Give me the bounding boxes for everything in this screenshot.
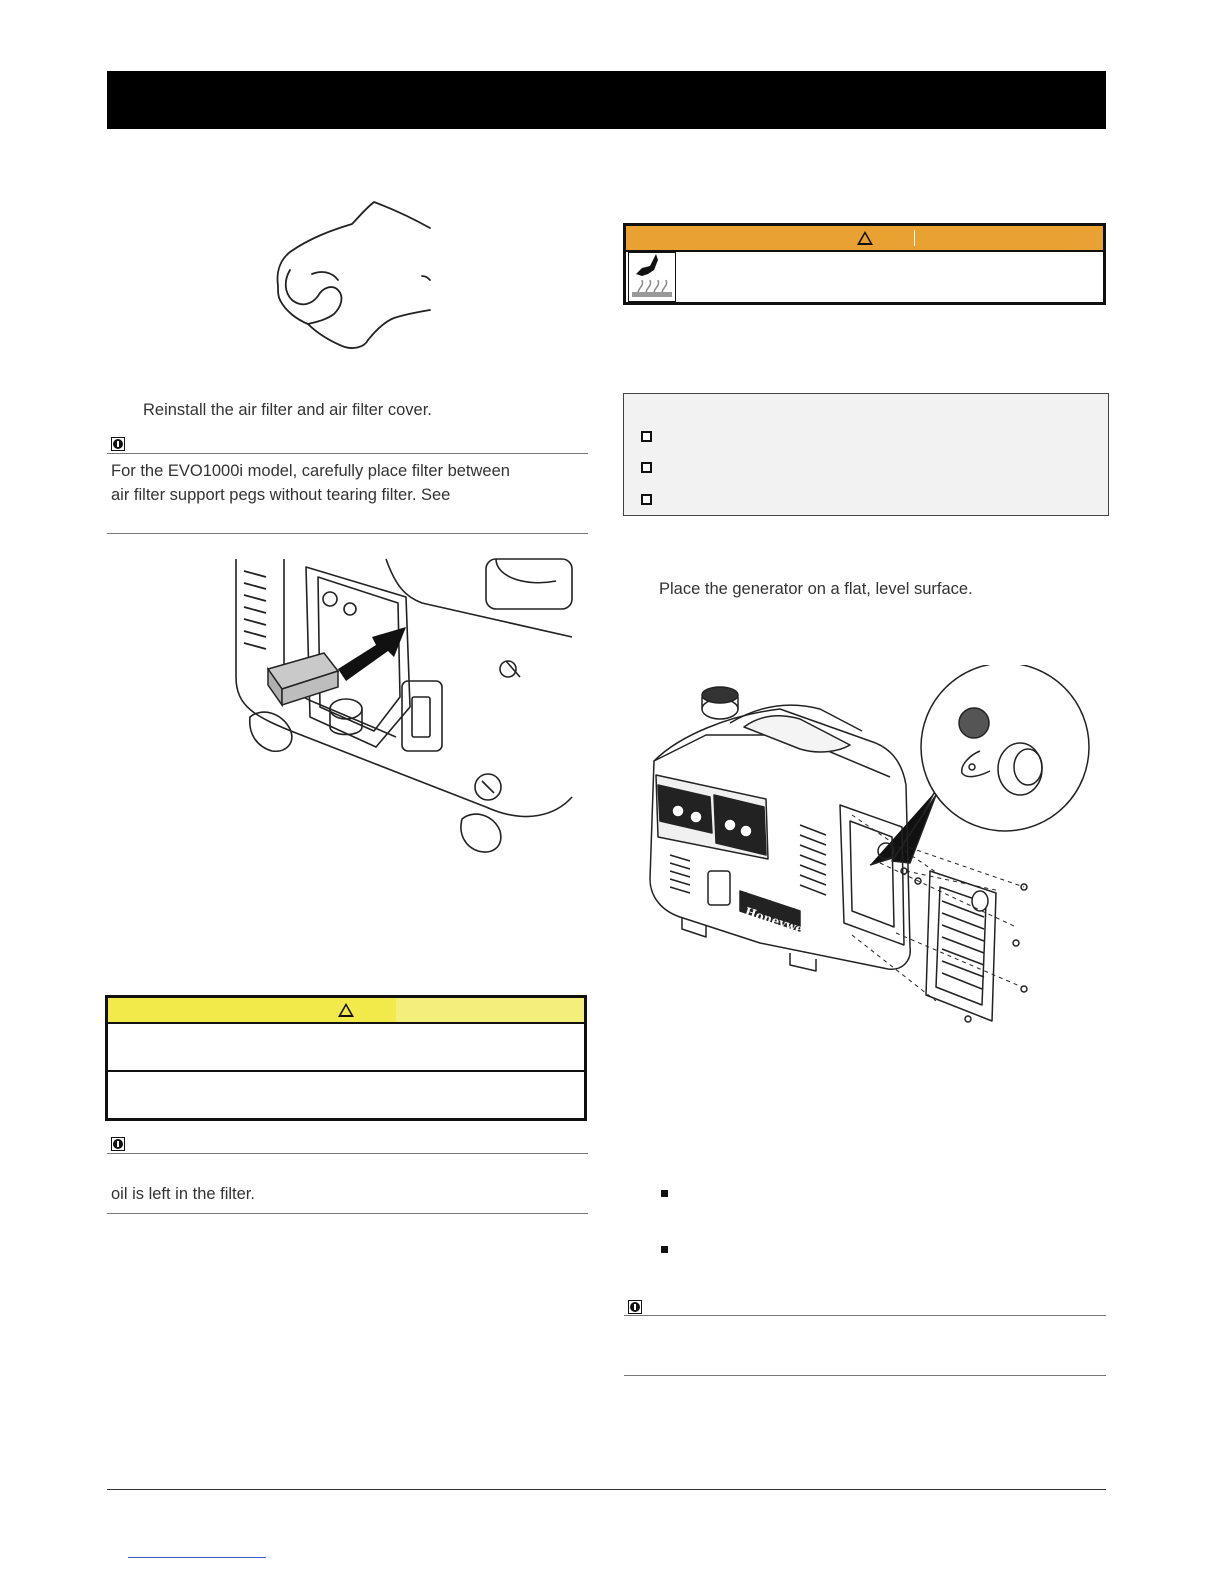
footer-link-underline[interactable] (128, 1557, 266, 1558)
note3-bottom-rule (624, 1375, 1106, 1376)
hot-surface-hand-icon (628, 252, 676, 302)
info-icon (111, 1137, 125, 1151)
hand-squeeze-illustration (272, 200, 442, 352)
info-icon (111, 437, 125, 451)
caution-divider (108, 1070, 584, 1072)
note2-bottom-rule (107, 1213, 588, 1214)
bullet-square-icon (661, 1246, 668, 1253)
note3-top-rule (624, 1315, 1106, 1316)
note-evo-line2: air filter support pegs without tearing filter. See (111, 486, 451, 504)
note-evo-line1: For the EVO1000i model, carefully place filter between (111, 462, 510, 480)
checkbox-icon (641, 431, 652, 442)
generator-spark-arrestor-illustration (640, 665, 1095, 1035)
checklist-box (623, 393, 1109, 516)
caution-header-shade (396, 998, 584, 1022)
honeywell-logo: Honeywell (743, 904, 814, 940)
note-top-rule (107, 453, 588, 454)
caution-header (108, 998, 584, 1024)
warning-header-separator (914, 230, 915, 246)
warning-triangle-icon (338, 1003, 354, 1017)
caution-box (105, 995, 587, 1121)
info-icon (628, 1300, 642, 1314)
warning-header (626, 226, 1103, 252)
step-place-generator-text: Place the generator on a flat, level surface. (659, 580, 973, 598)
checkbox-icon (641, 462, 652, 473)
step-reinstall-text: Reinstall the air filter and air filter cover. (143, 401, 432, 419)
note-oil-line: oil is left in the filter. (111, 1185, 255, 1203)
warning-triangle-icon (857, 231, 873, 245)
air-filter-insertion-illustration (226, 557, 576, 867)
note2-top-rule (107, 1153, 588, 1154)
footer-rule (107, 1489, 1106, 1490)
checkbox-icon (641, 494, 652, 505)
section-header-bar (107, 71, 1106, 129)
note-bottom-rule (107, 533, 588, 534)
bullet-square-icon (661, 1190, 668, 1197)
warning-box (623, 223, 1106, 305)
